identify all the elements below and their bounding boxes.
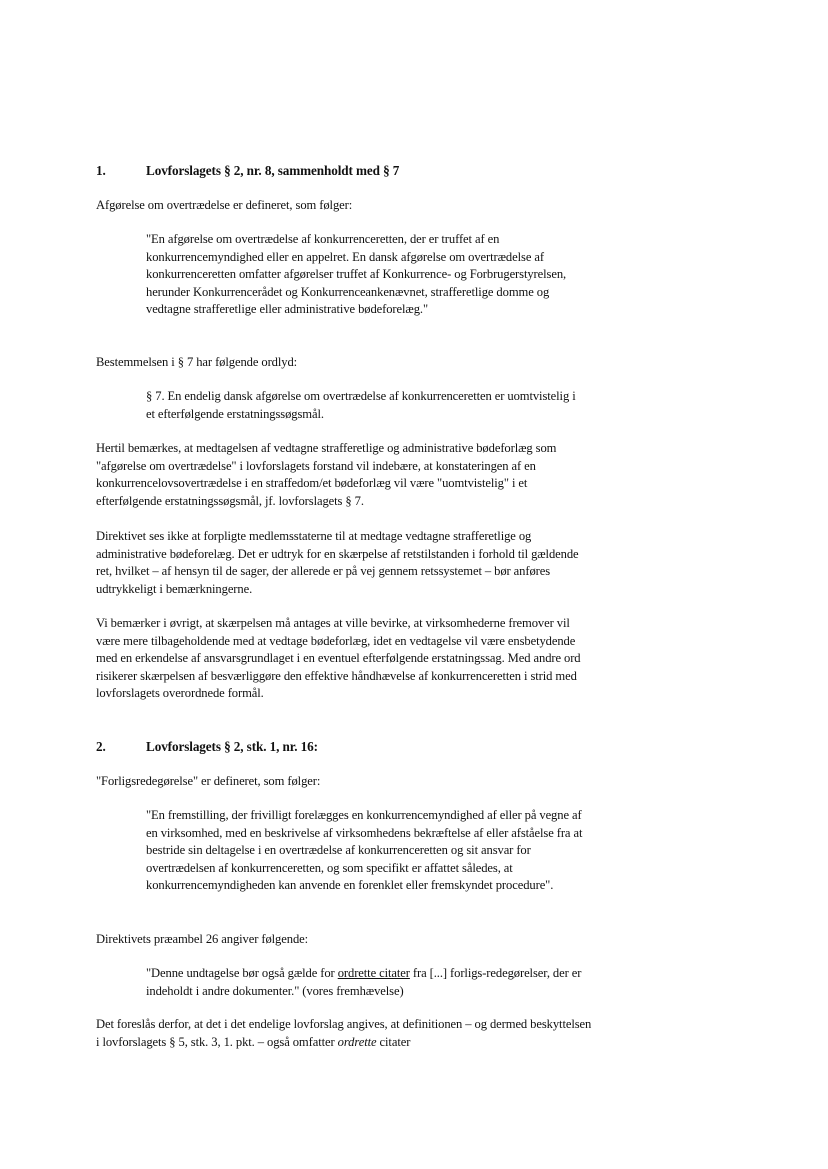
section-2-preamble-quote <box>146 965 586 1000</box>
section-2-heading <box>96 738 736 756</box>
section-1-definition-quote: "En afgørelse om overtrædelse af konkurrenceretten, der er truffet af en konkurrencemyndighed eller en appelret. En dansk afgørelse om overtrædelse af konkurrenceretten omfatter afgørelser truffet af Konkurrence- og Forbrugerstyrelsen, herunder Konkurrencerådet og Konkurrenceankenævnet, strafferetlige domme og vedtagne strafferetlige eller administrative bødeforelæg." <box>146 232 567 317</box>
preamble-quote-start: "Denne undtagelse bør også gælde for <box>146 966 338 980</box>
section-1-paragraph-2: Direktivet ses ikke at forpligte medlemsstaterne til at medtage vedtagne strafferetlige og administrative bødeforelæg. Det er udtryk for en skærpelse af retstilstanden i forhold til gældende ret, hvilket – af hensyn til de sager, der allerede er på vej gennem retssystemet – bør anføres udtrykkeligt i bemærkningerne. <box>96 529 579 596</box>
closing-end: citater <box>376 1034 411 1049</box>
section-1-intro: Afgørelse om overtrædelse er defineret, som følger: <box>96 198 353 212</box>
section-2-title: Lovforslagets § 2, stk. 1, nr. 16: <box>146 739 318 754</box>
section-1-title: Lovforslagets § 2, nr. 8, sammenholdt med § 7 <box>146 163 400 178</box>
section-1-heading <box>96 162 736 180</box>
section-2-preamble-intro: Direktivets præambel 26 angiver følgende: <box>96 932 309 946</box>
preamble-quote-end: fra [...] forligs-redegørelser, der er indeholdt i andre dokumenter." (vores fremhævelse) <box>146 966 582 998</box>
preamble-quote-underlined: ordrette citater <box>337 966 410 980</box>
section-1-paragraph-3: Vi bemærker i øvrigt, at skærpelsen må antages at ville bevirke, at virksomhederne fremover vil være mere tilbageholdende med at vedtage bødeforlæg, idet en vedtagelse vil være ensbetydende med en erkendelse af ansvarsgrundlaget i en eventuel efterfølgende erstatningssag. Med andre ord risikerer skærpelsen af besværliggøre den effektive håndhævelse af konkurrenceretten i strid med lovforslagets overordnede formål. <box>96 616 581 701</box>
section-2-definition-quote: "En fremstilling, der frivilligt forelægges en konkurrencemyndighed af eller på vegne af en virksomhed, med en beskrivelse af virksomhedens bekræftelse af eller afståelse fra at bestride sin deltagelse i en overtrædelse af konkurrenceretten og sit ansvar for overtrædelsen af konkurrenceretten, og som specifikt er affattet således, at konkurrencemyndigheden kan anvende en forenklet eller fremskyndet procedure". <box>146 808 583 893</box>
section-1-number: 1. <box>96 163 106 178</box>
section-2-intro: "Forligsredegørelse" er defineret, som følger: <box>96 774 321 788</box>
section-2-number: 2. <box>96 739 106 754</box>
closing-start: Det foreslås derfor, at det i det endelige lovforslag angives, at definitionen – og dermed beskyttelsen i lovforslagets § 5, stk. 3, 1. pkt. – også omfatter <box>96 1017 592 1049</box>
section-1-provision-intro: Bestemmelsen i § 7 har følgende ordlyd: <box>96 355 298 369</box>
section-1-provision-quote: § 7. En endelig dansk afgørelse om overtrædelse af konkurrenceretten er uomtvistelig i et efterfølgende erstatningssøgsmål. <box>146 389 576 421</box>
closing-italic: ordrette <box>337 1034 377 1049</box>
section-2-closing-paragraph <box>96 1016 596 1051</box>
section-1-paragraph-1: Hertil bemærkes, at medtagelsen af vedtagne strafferetlige og administrative bødeforlæg som "afgørelse om overtrædelse" i lovforslagets forstand vil indebære, at konstateringen af en konkurrencelovsovertrædelse i en straffedom/et bødeforlæg vil være "uomtvistelig" i et efterfølgende erstatningssøgsmål, jf. lovforslagets § 7. <box>96 441 557 508</box>
